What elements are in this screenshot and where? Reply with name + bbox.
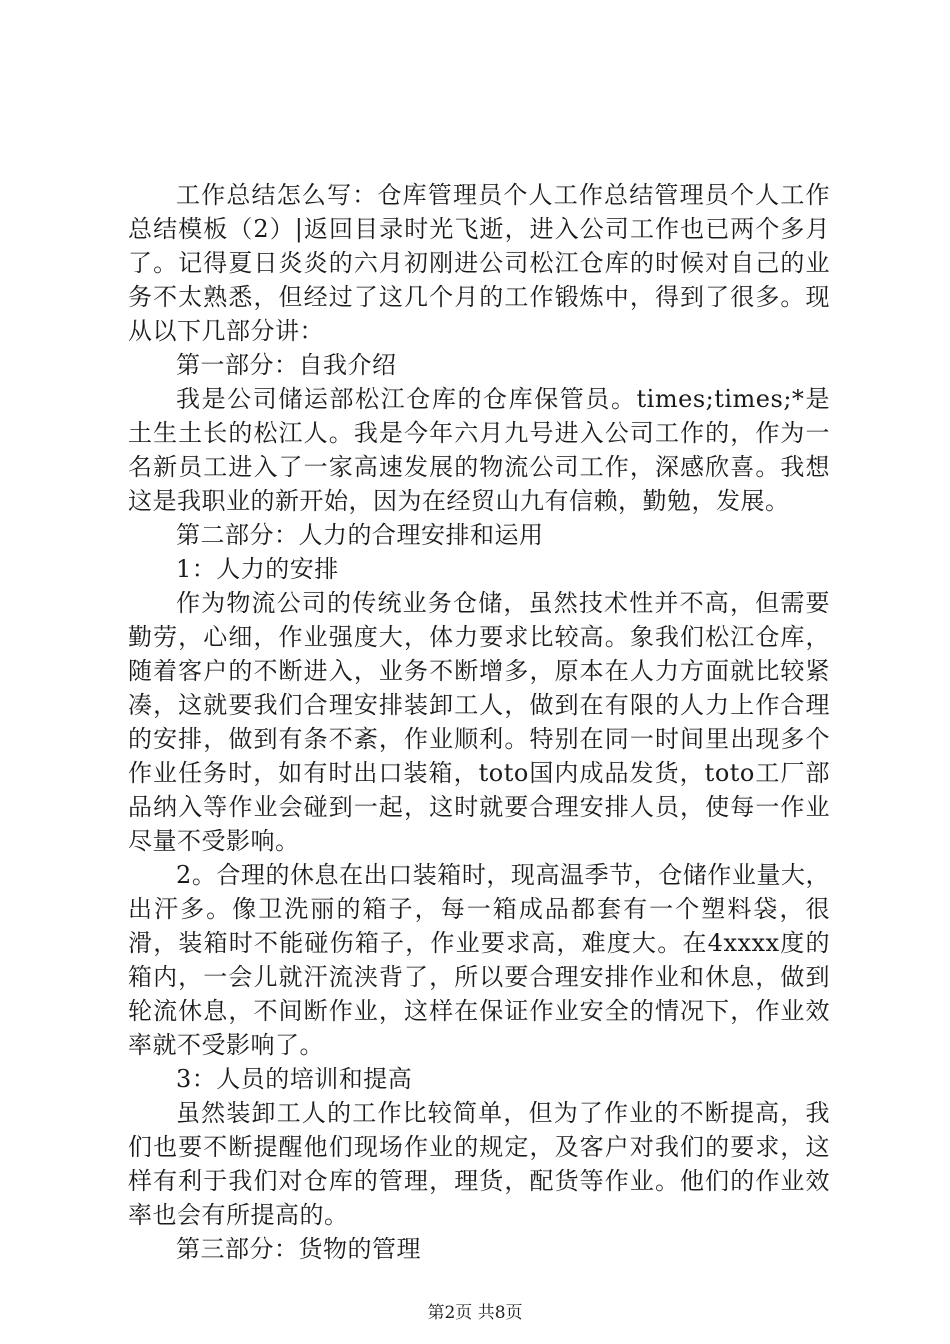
manpower-arrangement-paragraph: 作为物流公司的传统业务仓储，虽然技术性并不高，但需要勤劳，心细，作业强度大，体力要求比较高。象我们松江仓库，随着客户的不断进入，业务不断增多，原本在人力方面就比较紧凑，这就要我们合理安排装卸工人，做到在有限的人力上作合理的安排，做到有条不紊，作业顺利。特别在同一时间里出现多个作业任务时，如有时出口装箱，toto国内成品发货，toto工厂部品纳入等作业会碰到一起，这时就要合理安排人员，使每一作业尽量不受影响。 [128, 589, 830, 855]
document-body [128, 178, 830, 1266]
page-footer: 第2页 共8页 [427, 1303, 523, 1323]
self-intro-paragraph: 我是公司储运部松江仓库的仓库保管员。times;times;*是土生土长的松江人。我是今年六月九号进入公司工作的，作为一名新员工进入了一家高速发展的物流公司工作，深感欣喜。我想这是我职业的新开始，因为在经贸山九有信赖，勤勉，发展。 [128, 385, 830, 515]
section-heading-goods: 第三部分：货物的管理 [176, 1235, 421, 1263]
subheading-manpower-arrangement: 1：人力的安排 [176, 555, 339, 583]
section-heading-manpower: 第二部分：人力的合理安排和运用 [176, 521, 544, 549]
section-heading-self-intro: 第一部分：自我介绍 [176, 351, 397, 379]
rest-paragraph: 2。合理的休息在出口装箱时，现高温季节，仓储作业量大，出汗多。像卫洗丽的箱子，每一箱成品都套有一个塑料袋，很滑，装箱时不能碰伤箱子，作业要求高，难度大。在4xxxx度的箱内，一会儿就汗流浃背了，所以要合理安排作业和休息，做到轮流休息，不间断作业，这样在保证作业安全的情况下，作业效率就不受影响了。 [128, 861, 830, 1059]
training-paragraph: 虽然装卸工人的工作比较简单，但为了作业的不断提高，我们也要不断提醒他们现场作业的规定，及客户对我们的要求，这样有利于我们对仓库的管理，理货，配货等作业。他们的作业效率也会有所提高的。 [128, 1099, 830, 1229]
subheading-training: 3：人员的培训和提高 [176, 1065, 413, 1093]
intro-paragraph: 工作总结怎么写：仓库管理员个人工作总结管理员个人工作总结模板（2）|返回目录时光飞逝，进入公司工作也已两个多月了。记得夏日炎炎的六月初刚进公司松江仓库的时候对自己的业务不太熟悉，但经过了这几个月的工作锻炼中，得到了很多。现从以下几部分讲： [128, 181, 830, 345]
